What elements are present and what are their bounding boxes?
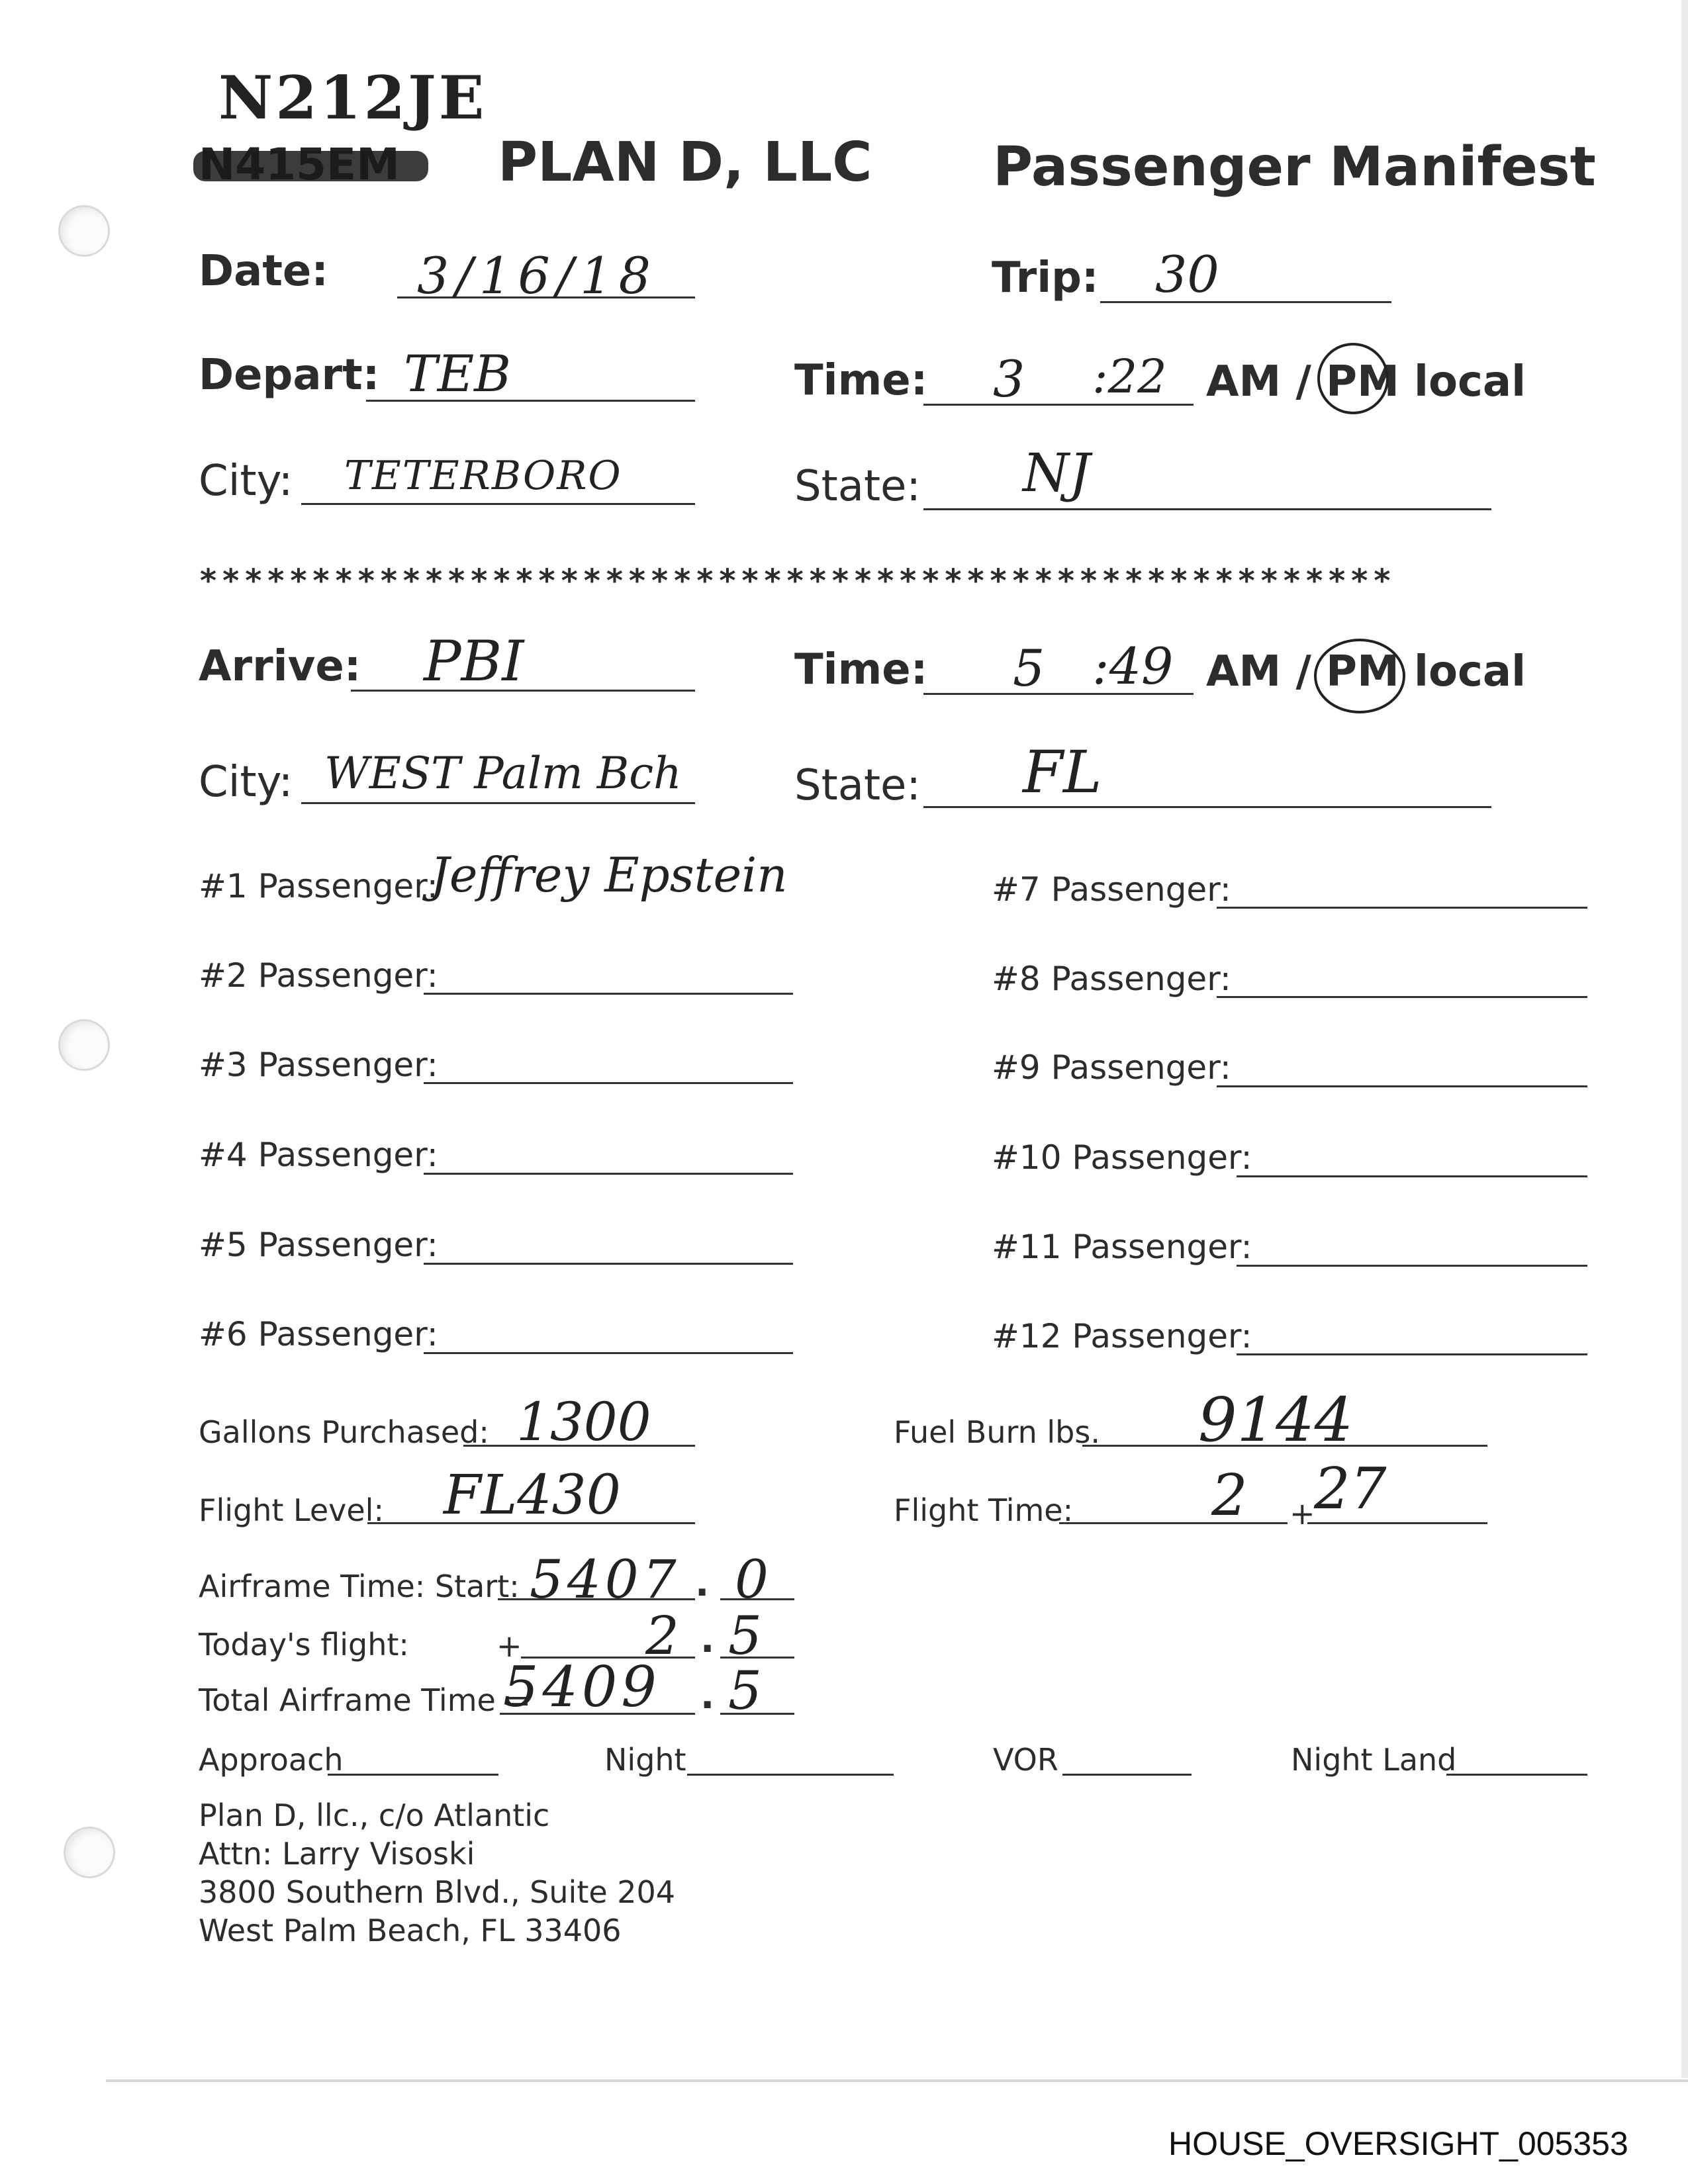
passenger-10-field[interactable] (1237, 1175, 1587, 1177)
vor-field[interactable] (1062, 1774, 1192, 1776)
gallons-label: Gallons Purchased: (199, 1414, 489, 1450)
passenger-5-field[interactable] (424, 1263, 793, 1265)
depart-state-line (923, 508, 1491, 510)
trip-label: Trip: (992, 253, 1099, 302)
passenger-6-field[interactable] (424, 1352, 793, 1354)
punch-hole-middle (58, 1019, 110, 1071)
company-name: PLAN D, LLC (498, 131, 872, 194)
depart-time-line (923, 404, 1194, 406)
address-line-3: 3800 Southern Blvd., Suite 204 (199, 1874, 676, 1910)
arrive-city-line (301, 802, 695, 804)
depart-state-label: State: (794, 462, 921, 511)
gallons-value[interactable]: 1300 (516, 1391, 651, 1453)
passenger-2-label: #2 Passenger: (199, 956, 438, 995)
vor-label: VOR (993, 1742, 1058, 1778)
passenger-7-label: #7 Passenger: (992, 870, 1231, 909)
approach-field[interactable] (328, 1774, 498, 1776)
airframe-start-dot: . (695, 1562, 710, 1605)
passenger-8-label: #8 Passenger: (992, 960, 1231, 998)
depart-city-value[interactable]: TETERBORO (344, 453, 622, 499)
arrive-time-hour[interactable]: 5 (1013, 639, 1045, 698)
arrive-state-line (923, 806, 1491, 808)
flight-level-value[interactable]: FL430 (444, 1464, 621, 1527)
fuel-burn-label: Fuel Burn lbs. (894, 1414, 1100, 1450)
flight-time-minutes-line (1307, 1522, 1487, 1524)
pm-circle-arrive (1314, 639, 1405, 713)
todays-flight-label: Today's flight: (199, 1627, 409, 1662)
trip-value[interactable]: 30 (1155, 245, 1219, 304)
total-airframe-dot: . (700, 1674, 715, 1717)
airframe-start-label: Airframe Time: Start: (199, 1569, 520, 1604)
depart-city-line (301, 503, 695, 505)
address-line-2: Attn: Larry Visoski (199, 1836, 475, 1872)
depart-time-hour[interactable]: 3 (993, 349, 1025, 408)
passenger-11-field[interactable] (1237, 1265, 1587, 1267)
airframe-start-value[interactable]: 5407 (530, 1549, 680, 1610)
address-line-4: West Palm Beach, FL 33406 (199, 1913, 622, 1948)
passenger-10-label: #10 Passenger: (992, 1138, 1252, 1177)
arrive-city-label: City: (199, 758, 293, 807)
tail-number-new: N212JE (218, 63, 487, 133)
approach-label: Approach (199, 1742, 344, 1778)
flight-time-plus: + (1289, 1496, 1315, 1531)
separator-asterisks: ***************************************************** (200, 563, 1397, 600)
todays-flight-decimal[interactable]: 5 (728, 1605, 762, 1666)
scribble-strike (193, 151, 428, 181)
flight-time-minutes[interactable]: 27 (1314, 1456, 1387, 1522)
arrive-city-value[interactable]: WEST Palm Bch (324, 748, 682, 799)
passenger-4-field[interactable] (424, 1173, 793, 1175)
depart-ampm: AM / PM local (1206, 357, 1526, 406)
passenger-1-value[interactable]: Jeffrey Epstein (430, 847, 788, 903)
depart-time-label: Time: (794, 356, 928, 405)
airframe-start-decimal[interactable]: 0 (735, 1549, 769, 1610)
passenger-2-field[interactable] (424, 993, 793, 995)
arrive-value[interactable]: PBI (424, 629, 524, 694)
depart-label: Depart: (199, 351, 380, 400)
pm-circle-depart (1317, 343, 1389, 414)
arrive-time-label: Time: (794, 645, 928, 694)
scan-edge (1681, 0, 1688, 2078)
date-value[interactable]: 3/16/18 (417, 246, 657, 305)
passenger-9-label: #9 Passenger: (992, 1048, 1231, 1087)
arrive-state-label: State: (794, 761, 921, 810)
passenger-1-label: #1 Passenger: (199, 867, 438, 905)
passenger-3-label: #3 Passenger: (199, 1046, 438, 1084)
total-airframe-decimal[interactable]: 5 (728, 1660, 762, 1721)
trip-line (1100, 301, 1391, 303)
todays-flight-plus: + (496, 1628, 522, 1664)
passenger-9-field[interactable] (1217, 1085, 1587, 1087)
passenger-11-label: #11 Passenger: (992, 1228, 1252, 1266)
punch-hole-top (58, 205, 110, 257)
depart-city-label: City: (199, 457, 293, 506)
depart-time-minutes[interactable]: :22 (1092, 349, 1167, 404)
page-title: Passenger Manifest (993, 136, 1596, 199)
address-line-1: Plan D, llc., c/o Atlantic (199, 1797, 550, 1833)
night-land-label: Night Land (1291, 1742, 1457, 1778)
depart-state-value[interactable]: NJ (1023, 442, 1091, 504)
flight-time-label: Flight Time: (894, 1492, 1074, 1528)
passenger-12-label: #12 Passenger: (992, 1317, 1252, 1355)
passenger-8-field[interactable] (1217, 996, 1587, 998)
date-label: Date: (199, 247, 328, 296)
passenger-5-label: #5 Passenger: (199, 1226, 438, 1264)
bates-number: HOUSE_OVERSIGHT_005353 (1168, 2125, 1628, 2162)
arrive-state-value[interactable]: FL (1023, 738, 1102, 806)
total-airframe-label: Total Airframe Time = (199, 1682, 531, 1718)
scan-bottom-edge (106, 2079, 1688, 2082)
punch-hole-bottom (64, 1827, 115, 1878)
total-airframe-value[interactable]: 5409 (503, 1655, 661, 1719)
arrive-ampm: AM / PM local (1206, 647, 1526, 696)
night-label: Night (604, 1742, 686, 1778)
todays-flight-dot: . (700, 1618, 715, 1661)
todays-flight-value[interactable]: 2 (645, 1605, 679, 1666)
arrive-time-minutes[interactable]: :49 (1092, 637, 1174, 696)
passenger-3-field[interactable] (424, 1082, 793, 1084)
flight-time-hours-line (1059, 1522, 1288, 1524)
fuel-burn-value[interactable]: 9144 (1198, 1385, 1354, 1455)
night-field[interactable] (687, 1774, 894, 1776)
passenger-12-field[interactable] (1237, 1353, 1587, 1355)
depart-value[interactable]: TEB (404, 344, 512, 403)
passenger-6-label: #6 Passenger: (199, 1315, 438, 1353)
flight-time-hours[interactable]: 2 (1211, 1463, 1248, 1529)
night-land-field[interactable] (1446, 1774, 1587, 1776)
flight-level-label: Flight Level: (199, 1492, 384, 1528)
arrive-label: Arrive: (199, 642, 361, 691)
passenger-7-field[interactable] (1217, 907, 1587, 909)
passenger-4-label: #4 Passenger: (199, 1136, 438, 1174)
